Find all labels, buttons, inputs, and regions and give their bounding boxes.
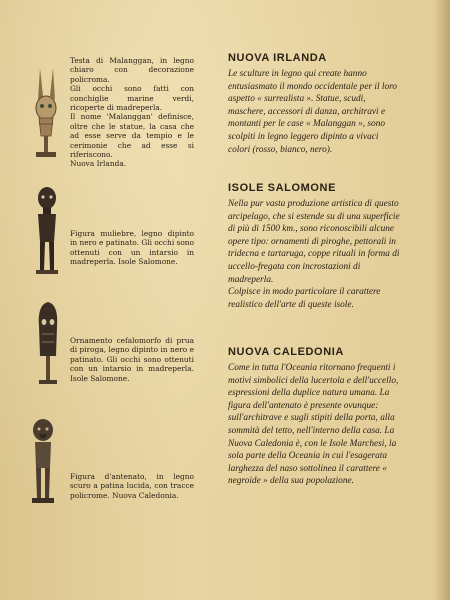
caption-line: Gli occhi sono fatti con conchiglie marine verdi, ricoperte di madreperla. <box>70 84 194 113</box>
section-title-isole-salomone: ISOLE SALOMONE <box>228 182 337 194</box>
section-body-nuova-irlanda <box>228 68 400 156</box>
caption-line: Figura d'antenato, in legno scuro a patina lucida, con tracce policrome. Nuova Caledonia. <box>70 472 194 500</box>
section-paragraph: Come in tutta l'Oceania ritornano frequenti i motivi simbolici della lucertola e dell'uccello, espressioni della duplice natura umana. La figura dell'antenato è presente ovunque: sull'architrave e sugli stipiti della porta, alla sommità del tetto, nell'interno della casa. La Nuova Caledonia è, con le Isole Marchesi, la sola parte della Oceania in cui l'esagerata larghezza del naso sottolinea il carattere « negroide » della sua popolazione. <box>228 363 399 487</box>
section-paragraph: Nella pur vasta produzione artistica di questo arcipelago, che si estende su di una superficie di più di 1500 km., sono riconoscibili alcune opere tipo: ornamenti di piroghe, pettorali in tridecna e tartaruga, coppe rituali in forma di uccello-fregata con incrostazioni di madreperla. <box>228 199 400 285</box>
malanggan-head-figure-icon <box>26 66 66 164</box>
ancestor-figure-icon <box>28 418 58 510</box>
page-binding-shadow <box>434 0 450 600</box>
caption-line: Ornamento cefalomorfo di prua di piroga, legno dipinto in nero e patinato. Gli occhi sono ottenuti con un intarsio in madreperla. Isole Salomone. <box>70 336 194 383</box>
section-title-nuova-caledonia: NUOVA CALEDONIA <box>228 346 344 358</box>
section-body-nuova-caledonia <box>228 362 400 488</box>
caption-figura-muliebre <box>70 229 194 267</box>
caption-ornamento-cefalomorfo <box>70 336 194 383</box>
caption-line: Nuova Irlanda. <box>70 159 127 169</box>
caption-line: Figura muliebre, legno dipinto in nero e patinato. Gli occhi sono ottenuti con un intarsio in madreperla. Isole Salomone. <box>70 229 194 267</box>
caption-figura-antenato <box>70 472 194 500</box>
caption-line: Il nome 'Malanggan' definisce, oltre che le statue, la casa che ad esse serve da tempio e le cerimonie che ad esse si riferiscono. <box>70 112 194 160</box>
section-body-isole-salomone <box>228 198 400 311</box>
section-paragraph: Colpisce in modo particolare il carattere realistico dell'arte di queste isole. <box>228 287 381 310</box>
section-title-nuova-irlanda: NUOVA IRLANDA <box>228 52 327 64</box>
section-paragraph: Le sculture in legno qui create hanno entusiasmato il mondo occidentale per il loro aspetto « surrealista ». Statue, scudi, maschere, accessori di danza, architravi e montanti per le case « Malanggan », sono scolpiti in legno leggero dipinto a vivaci colori (rosso, bianco, nero). <box>228 69 398 155</box>
female-figure-icon <box>30 186 64 278</box>
caption-malanggan <box>70 56 194 169</box>
caption-line: Testa di Malanggan, in legno chiaro con decorazione policroma. <box>70 56 194 84</box>
canoe-prow-ornament-icon <box>34 300 62 390</box>
